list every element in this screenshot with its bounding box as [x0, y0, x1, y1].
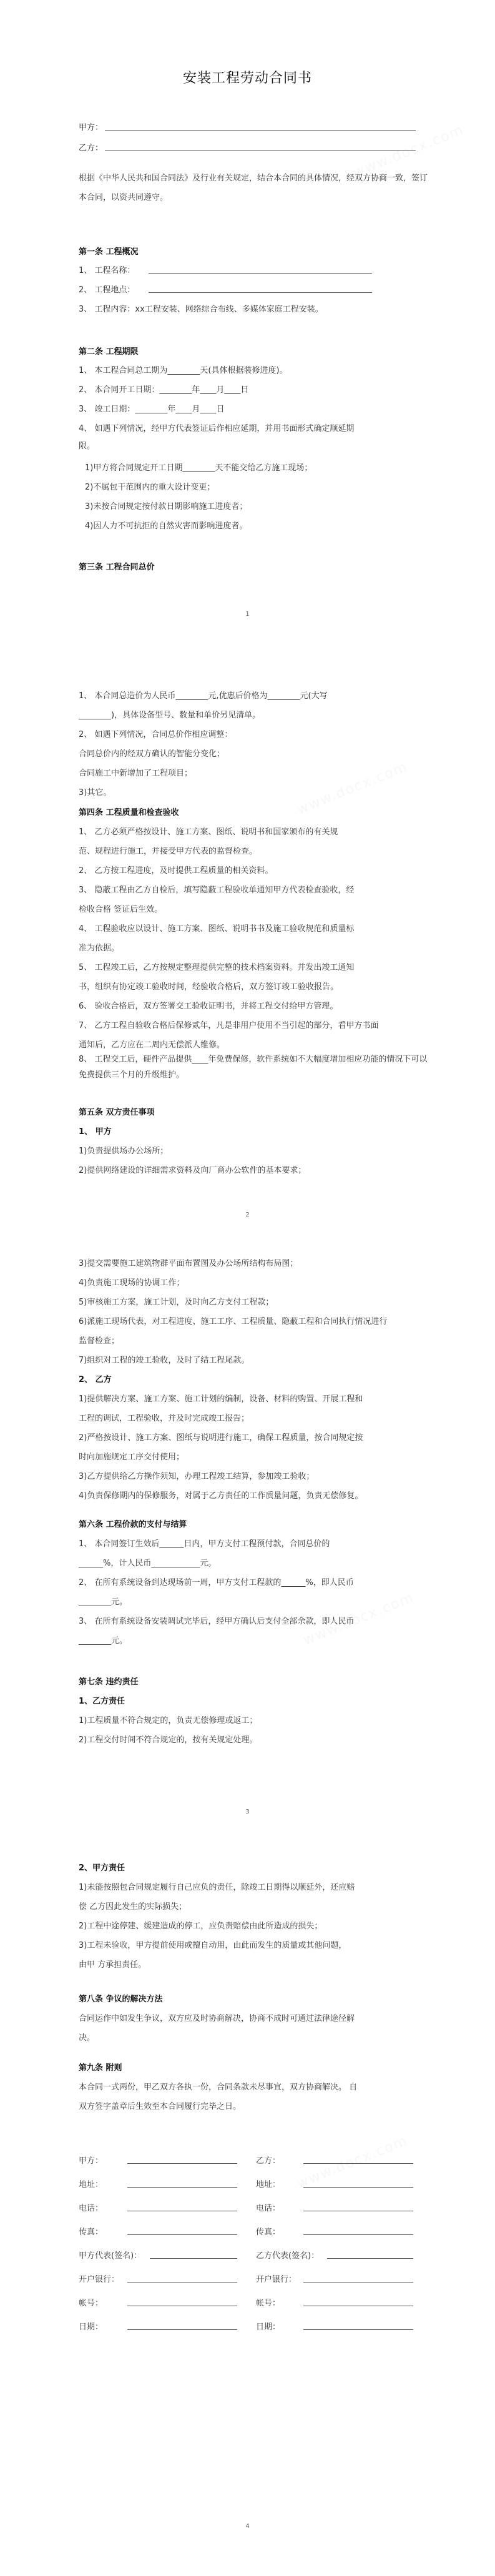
sig-line — [303, 2163, 413, 2164]
s7-b-item: 2)工程交付时间不符合规定的，按有关规定处理。 — [79, 1735, 258, 1745]
s5-a-item: 1)负责提供场办公场所； — [79, 1147, 169, 1156]
s2-subitem: 4)因人力不可抗拒的自然灾害而影响进度者。 — [85, 521, 248, 531]
sig-left-label: 电话： — [79, 2204, 104, 2213]
sig-line — [127, 2329, 237, 2330]
s3-item: 合同总价内的经双方确认的智能分变化； — [79, 749, 225, 759]
sig-line — [127, 2163, 237, 2164]
s5-a-item: 4)负责施工现场的协调工作； — [79, 1278, 185, 1288]
s4-item: 范、规程进行施工，并接受甲方代表的监督检查。 — [79, 847, 258, 856]
page-number: 2 — [245, 1212, 250, 1218]
sig-right-label: 地址： — [256, 2180, 281, 2189]
s1-underline — [149, 292, 372, 293]
sig-line — [303, 2187, 413, 2188]
s4-item: 8、 工程交工后，硬件产品提供____年免费保修，软件系统如不大幅度增加相应功能的情况下可以免费提供三个月的升级维护。 — [79, 1055, 428, 1080]
s8-item: 决。 — [79, 2033, 96, 2043]
sig-left-label: 日期： — [79, 2322, 104, 2332]
s5-a-item: 3)提交需要施工建筑物群平面布置图及办公场所结构布局图； — [79, 1259, 298, 1268]
watermark — [295, 2133, 410, 2191]
s7-a-item: 偿 乙方因此发生的实际损失； — [79, 1902, 187, 1912]
s9-item: 本合同一式两份，甲乙双方各执一份，合同条款未尽事宜，双方协商解决。 自 — [79, 2083, 358, 2092]
party-a-line — [105, 130, 416, 131]
s7-party-b: 1、乙方责任 — [79, 1697, 125, 1706]
s3-item: 3)其它。 — [79, 788, 112, 797]
page-number: 3 — [245, 1809, 250, 1815]
sig-right-label: 电话： — [256, 2204, 281, 2213]
s6-item: 2、 在所有系统设备到达现场前一周，甲方支付工程款的______%，即人民币 — [79, 1578, 354, 1587]
sig-right-label: 乙方： — [256, 2156, 281, 2166]
s5-a-item: 监督检查； — [79, 1336, 120, 1346]
sig-right-label: 传真： — [256, 2228, 281, 2237]
s2-item: 2、 本合同开工日期：________年____月____日 — [79, 385, 249, 395]
s6-item: ________元。 — [79, 1636, 128, 1646]
sig-left-label: 地址： — [79, 2180, 104, 2189]
s8-item: 合同运作中如发生争议，双方应及时协商解决，协商不成时可通过法律途径解 — [79, 2014, 355, 2023]
s5-b-item: 工程的调试，工程验收，并及时完成竣工报告； — [79, 1414, 250, 1423]
sig-line — [127, 2187, 237, 2188]
s5-a-item: 2)提供网络建设的详细需求资料及向厂商办公软件的基本要求； — [79, 1166, 306, 1175]
sig-left-label: 帐号： — [79, 2299, 104, 2308]
s5-b-item: 时向加施规定工序交付使用； — [79, 1453, 185, 1462]
s2-item: 1、 本工程合同总工期为________天(具体根据装修进度)。 — [79, 366, 288, 375]
sig-line — [303, 2234, 413, 2235]
s6-item: 1、 本合同签订生效后______日内，甲方支付工程预付款，合同总价的 — [79, 1539, 330, 1549]
sig-right-label: 帐号： — [256, 2299, 281, 2308]
party-b-label: 乙方： — [79, 144, 104, 153]
sig-line — [303, 2329, 413, 2330]
section-8-heading: 第八条 争议的解决方法 — [79, 1995, 163, 2004]
s5-party-a: 1、 甲方 — [79, 1127, 112, 1137]
sig-left-label: 开户银行： — [79, 2275, 120, 2284]
watermark — [295, 759, 410, 817]
sig-left-label: 甲方代表(签名)： — [79, 2251, 142, 2261]
sig-line — [150, 2258, 237, 2259]
s3-item: ________)，具体设备型号、数量和单价另见清单。 — [79, 711, 261, 720]
s4-item: 1、 乙方必须严格按设计、施工方案、图纸、说明书和国家颁布的有关规 — [79, 827, 338, 837]
s4-item: 3、 隐蔽工程由乙方自检后，填写隐蔽工程验收单通知甲方代表检查验收，经 — [79, 886, 355, 895]
section-3-heading: 第三条 工程合同总价 — [79, 563, 155, 572]
s4-item: 书，组织有协定竣工验收时间，经验收合格后，双方签订竣工验收报告。 — [79, 982, 339, 992]
section-5-heading: 第五条 双方责任事项 — [79, 1108, 155, 1117]
s5-party-b: 2、 乙方 — [79, 1375, 112, 1384]
section-4-heading: 第四条 工程质量和检查验收 — [79, 808, 179, 817]
page-number: 4 — [245, 2523, 250, 2530]
s5-b-item: 1)提供解决方案、施工方案、施工计划的编制，设备、材料的购置、开展工程和 — [79, 1394, 363, 1404]
sig-line — [127, 2234, 237, 2235]
sig-left-label: 传真： — [79, 2228, 104, 2237]
s2-subitem: 2)不属包干范围内的重大设计变更； — [85, 483, 215, 492]
s9-item: 双方签字盖章后生效至本合同履行完毕之日。 — [79, 2102, 242, 2111]
document-title: 安装工程劳动合同书 — [182, 71, 312, 86]
sig-right-label: 开户银行： — [256, 2275, 297, 2284]
s5-b-item: 2)严格按设计、施工方案、图纸与说明进行施工，确保工程质量，按合同规定按 — [79, 1433, 363, 1443]
s4-item: 准为依据。 — [79, 944, 120, 953]
s2-subitem: 3)未按合同规定按付款日期影响施工进度者； — [85, 502, 248, 511]
s5-a-item: 6)派施工现场代表，对工程进度、施工工序、工程质量、隐蔽工程和合同执行情况进行 — [79, 1317, 388, 1326]
s4-item: 4、 工程验收应以设计、施工方案、图纸、说明书书及施工验收规范和质量标 — [79, 924, 355, 934]
s2-subitem: 1)甲方将合同规定开工日期________天不能交给乙方施工现场； — [85, 463, 313, 473]
section-6-heading: 第六条 工程价款的支付与结算 — [79, 1520, 187, 1529]
section-7-heading: 第七条 违约责任 — [79, 1677, 139, 1687]
s4-item: 7、 乙方工程自验收合格后保修贰年，凡是非用户使用不当引起的部分，看甲方书面 — [79, 1021, 379, 1030]
s1-item: 1、 工程名称： — [79, 266, 135, 275]
section-9-heading: 第九条 附则 — [79, 2063, 122, 2073]
s2-item: 4、 如遇下列情况，经甲方代表签证后作相应延期，并用书面形式确定顺延期 — [79, 424, 355, 433]
s5-a-item: 5)审核施工方案，施工计划，及时向乙方支付工程款； — [79, 1298, 274, 1307]
intro-paragraph: 根据《中华人民共和国合同法》及行业有关规定，结合本合同的具体情况，经双方协商一致，签订本合同，以资共同遵守。 — [79, 174, 428, 202]
s6-item: 3、 在所有系统设备安装调试完毕后，经甲方确认后支付全部余款，即人民币 — [79, 1617, 355, 1626]
s6-item: ______%，计人民币____________元。 — [79, 1559, 217, 1568]
s7-b-item: 1)工程质量不符合规定的，负责无偿修理或返工； — [79, 1716, 258, 1725]
sig-right-label: 乙方代表(签名)： — [256, 2251, 320, 2261]
s7-a-item: 3)工程未验收，甲方提前使用或擅自动用，由此而发生的质量或其他问题， — [79, 1941, 347, 1950]
s1-item: 3、 工程内容：xx工程安装、网络综合布线、多媒体家庭工程安装。 — [79, 305, 323, 314]
s7-party-a: 2、甲方责任 — [79, 1863, 125, 1873]
s7-a-item: 2)工程中途停建、缓建造成的停工，应负责赔偿由此所造成的损失； — [79, 1922, 323, 1931]
sig-right-label: 日期： — [256, 2322, 281, 2332]
s2-item: 3、 竣工日期：________年____月____日 — [79, 405, 225, 414]
s6-item: ________元。 — [79, 1597, 128, 1607]
s4-item: 2、 乙方按工程进度，及时提供工程质量的相关资料。 — [79, 866, 273, 876]
s5-b-item: 3)乙方提供给乙方操作须知，办理工程竣工结算，参加竣工验收； — [79, 1472, 315, 1481]
s3-item: 1、 本合同总造价为人民币________元,优惠后价格为________元(大写 — [79, 691, 328, 701]
s4-item: 通知后，乙方应在二周内无偿派人维修。 — [79, 1040, 225, 1050]
s5-b-item: 4)负责保修期内的保修服务，对属于乙方责任的工作质量问题，负责无偿修复。 — [79, 1491, 363, 1501]
s2-item: 限。 — [79, 442, 96, 451]
s4-item: 检收合格 签证后生效。 — [79, 905, 163, 914]
sig-left-label: 甲方： — [79, 2156, 104, 2166]
s1-item: 2、 工程地点： — [79, 285, 135, 295]
page-number: 1 — [245, 611, 250, 618]
s4-item: 6、 验收合格后，双方签署交工验收证明书，并将工程交付给甲方管理。 — [79, 1002, 338, 1011]
s4-item: 5、 工程竣工后，乙方按规定整理提供完整的技术档案资料。并发出竣工通知 — [79, 963, 355, 972]
party-a-label: 甲方： — [79, 123, 104, 132]
s3-item: 合同施工中新增加了工程项目； — [79, 769, 193, 778]
s7-a-item: 1)未能按照包合同规定履行自己应负的责任，除竣工日期得以顺延外，还应赔 — [79, 1883, 355, 1892]
section-1-heading: 第一条 工程概况 — [79, 247, 139, 257]
sig-line — [327, 2258, 413, 2259]
section-2-heading: 第二条 工程期限 — [79, 347, 139, 357]
s1-underline — [149, 273, 372, 274]
s3-item: 2、 如遇下列情况，合同总价作相应调整： — [79, 730, 233, 739]
s5-a-item: 7)组织对工程的竣工验收，及时了结工程尾款。 — [79, 1356, 250, 1365]
s7-a-item: 由甲 方承担责任。 — [79, 1960, 147, 1970]
